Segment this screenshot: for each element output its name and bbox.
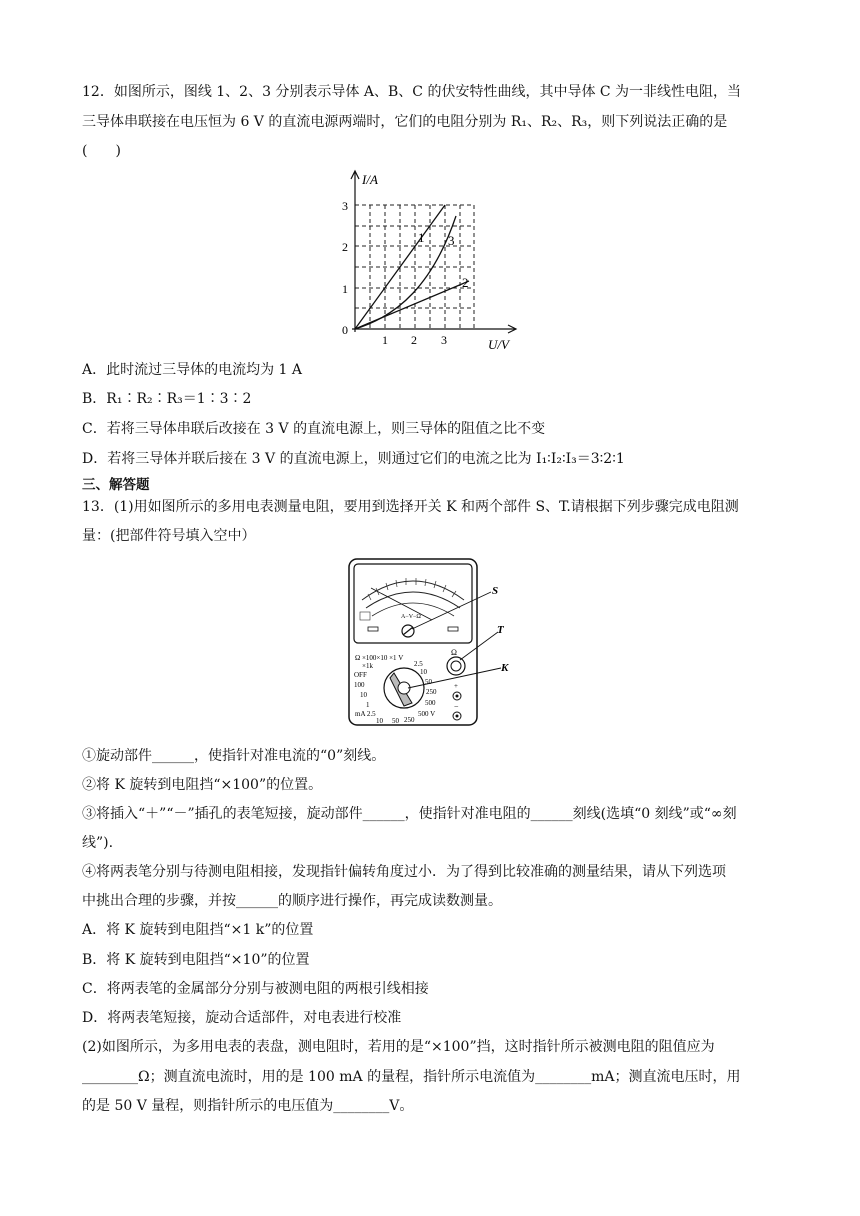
svg-text:+: +	[454, 682, 458, 690]
label-k: K	[501, 662, 509, 674]
q13-part2-line3: 的是 50 V 量程，则指针所示的电压值为________V。	[82, 1098, 414, 1114]
q13-step3-line2: 线”).	[82, 835, 114, 851]
curve-label-2: 2	[462, 275, 469, 290]
svg-text:×1k: ×1k	[362, 662, 373, 670]
q12-stem-line2: 三导体串联接在电压恒为 6 V 的直流电源两端时，它们的电阻分别为 R₁、R₂、R₃，则下列说法正确的是	[82, 114, 728, 130]
y-tick-2: 2	[342, 240, 348, 254]
q13-step4-line2: 中挑出合理的步骤，并按______的顺序进行操作，再完成读数测量。	[82, 893, 502, 909]
q12-option-d: D．若将三导体并联后接在 3 V 的直流电源上，则通过它们的电流之比为 I₁∶I₂∶I₃＝3∶2∶1	[82, 451, 625, 467]
q12-stem-line3: ( )	[82, 143, 121, 159]
y-axis-label: I/A	[362, 172, 378, 187]
q13-option-a: A．将 K 旋转到电阻挡“×1 k”的位置	[82, 922, 314, 938]
q12-option-a: A．此时流过三导体的电流均为 1 A	[82, 362, 303, 378]
q13-step4-line1: ④将两表笔分别与待测电阻相接，发现指针偏转角度过小．为了得到比较准确的测量结果，请从下列选项	[82, 864, 726, 880]
q13-step1: ①旋动部件______，使指针对准电流的“0”刻线。	[82, 748, 386, 764]
q13-option-b: B．将 K 旋转到电阻挡“×10”的位置	[82, 952, 310, 968]
iv-graph	[338, 166, 524, 354]
svg-text:mA 2.5: mA 2.5	[355, 710, 376, 718]
svg-text:250: 250	[426, 688, 437, 696]
origin-label: 0	[342, 323, 348, 337]
svg-text:10: 10	[420, 668, 427, 676]
curve-label-3: 3	[448, 233, 455, 248]
section-heading: 三、解答题	[82, 477, 150, 493]
scale-label: A−V−Ω	[401, 614, 421, 620]
q13-step2: ②将 K 旋转到电阻挡“×100”的位置。	[82, 777, 323, 793]
q12-option-b: B．R₁∶R₂∶R₃＝1∶3∶2	[82, 391, 252, 407]
y-tick-3: 3	[342, 199, 348, 213]
svg-text:OFF: OFF	[354, 671, 367, 679]
label-t: T	[497, 624, 504, 636]
q12-stem-line1: 12．如图所示，图线 1、2、3 分别表示导体 A、B、C 的伏安特性曲线，其中导体 C 为一非线性电阻，当	[82, 84, 742, 100]
x-tick-2: 2	[411, 333, 417, 347]
q13-part2-line1: (2)如图所示，为多用电表的表盘，测电阻时，若用的是“×100”挡，这时指针所示被测电阻的阻值应为	[82, 1039, 715, 1055]
svg-text:250: 250	[404, 716, 415, 724]
svg-text:10: 10	[360, 691, 367, 699]
svg-text:10: 10	[376, 717, 383, 725]
x-axis-label: U/V	[488, 337, 509, 352]
range-top-label: Ω ×100×10 ×1 V	[355, 654, 404, 662]
label-s: S	[492, 585, 499, 597]
svg-text:50: 50	[392, 717, 399, 725]
q13-part2-line2: ________Ω；测直流电流时，用的是 100 mA 的量程，指针所示电流值为________mA；测直流电压时，用	[82, 1069, 741, 1085]
curve-label-1: 1	[418, 230, 425, 245]
ohm-symbol-label: Ω	[451, 648, 457, 657]
q13-stem-line1: 13．(1)用如图所示的多用电表测量电阻，要用到选择开关 K 和两个部件 S、T.请根据下列步骤完成电阻测	[82, 499, 739, 515]
q12-option-c: C．若将三导体串联后改接在 3 V 的直流电源上，则三导体的阻值之比不变	[82, 421, 546, 437]
q13-option-c: C．将两表笔的金属部分分别与被测电阻的两根引线相接	[82, 981, 429, 997]
q13-stem-line2: 量：(把部件符号填入空中）	[82, 528, 256, 544]
svg-text:50: 50	[425, 678, 432, 686]
svg-text:1: 1	[366, 701, 370, 709]
svg-text:500 V: 500 V	[418, 710, 436, 718]
x-tick-1: 1	[382, 333, 388, 347]
svg-text:100: 100	[354, 681, 365, 689]
x-tick-3: 3	[441, 333, 447, 347]
graph-grid	[355, 205, 474, 329]
svg-text:500: 500	[425, 699, 436, 707]
q13-step3-line1: ③将插入“＋”“－”插孔的表笔短接，旋动部件______，使指针对准电阻的______刻线(选填“0 刻线”或“∞刻	[82, 806, 737, 822]
svg-text:2.5: 2.5	[414, 660, 423, 668]
svg-text:−: −	[454, 702, 459, 711]
multimeter-figure	[346, 556, 518, 728]
y-tick-1: 1	[342, 282, 348, 296]
q13-option-d: D．将两表笔短接，旋动合适部件，对电表进行校准	[82, 1010, 402, 1026]
